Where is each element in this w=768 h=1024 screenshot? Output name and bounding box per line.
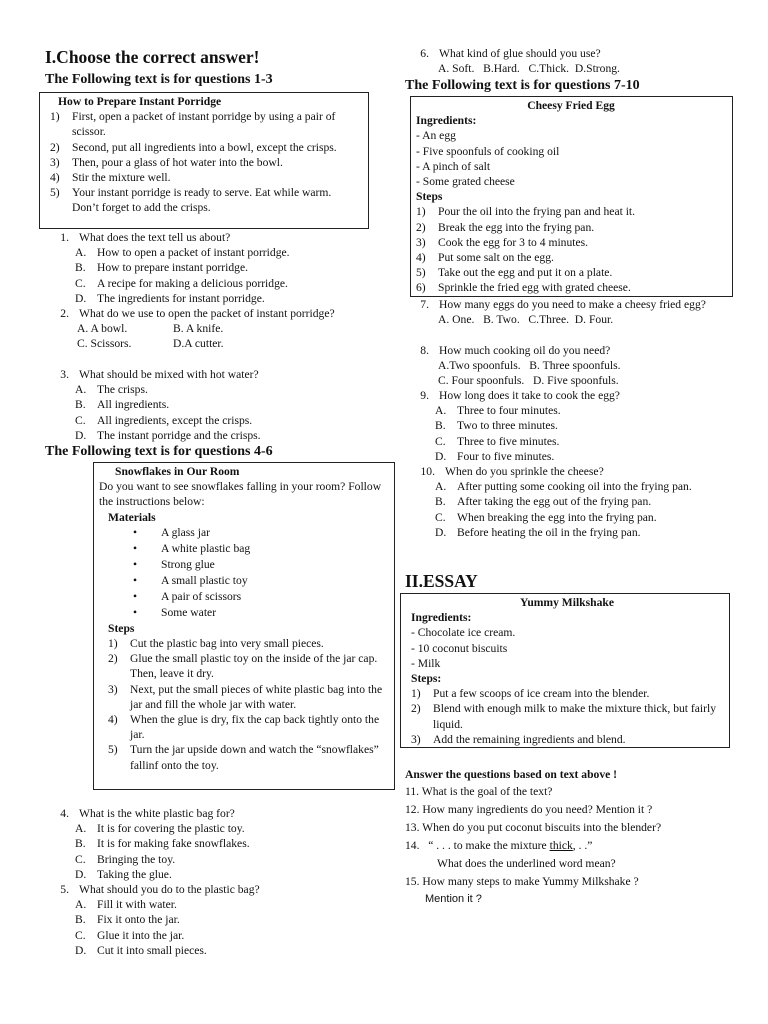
list-item: 4) When the glue is dry, fix the cap back tightly onto the jar. bbox=[108, 713, 380, 742]
text1-box bbox=[39, 92, 369, 229]
list-item: - Chocolate ice cream. bbox=[411, 626, 516, 640]
ingredients-label: Ingredients: bbox=[411, 611, 472, 625]
steps-label: Steps bbox=[416, 190, 443, 204]
essay-question-11: 11. What is the goal of the text? bbox=[405, 785, 553, 798]
list-item: • Strong glue bbox=[133, 557, 215, 571]
list-item: 1) Pour the oil into the frying pan and heat it. bbox=[416, 205, 636, 219]
text2-steps bbox=[99, 636, 388, 773]
list-item: 1) First, open a packet of instant porridge by using a pair of scissor. bbox=[50, 110, 336, 139]
text1-title: How to Prepare Instant Porridge bbox=[58, 95, 222, 108]
question-4: 4. What is the white plastic bag for? A. It is for covering the plastic toy. B. It is for making fake snowflakes. C. Bringing the toy. D. Taking the glue. bbox=[60, 807, 250, 881]
underlined-word: thick bbox=[549, 839, 573, 852]
text3-box bbox=[410, 96, 733, 297]
text1-header: The Following text is for questions 1-3 bbox=[45, 72, 273, 87]
steps-label: Steps bbox=[108, 621, 135, 635]
essay-question-15: 15. How many steps to make Yummy Milkshake ? bbox=[405, 875, 639, 888]
text2-intro: Do you want to see snowflakes falling in your room? Follow the instructions below: bbox=[99, 480, 382, 509]
list-item: 2) Break the egg into the frying pan. bbox=[416, 220, 595, 234]
list-item: • A glass jar bbox=[133, 525, 210, 539]
list-item: 1) Put a few scoops of ice cream into the blender. bbox=[411, 687, 650, 701]
text3-header: The Following text is for questions 7-10 bbox=[405, 78, 640, 93]
text3-title: Cheesy Fried Egg bbox=[527, 99, 615, 112]
essay-question-14: 14. “ . . . to make the mixture thick, . .” bbox=[405, 839, 593, 852]
list-item: 3) Next, put the small pieces of white plastic bag into the jar and fill the whole jar with water. bbox=[108, 682, 383, 711]
essay-questions bbox=[405, 784, 735, 907]
text2-box bbox=[93, 462, 395, 790]
section-title: I.Choose the correct answer! bbox=[45, 47, 260, 67]
list-item: - Some grated cheese bbox=[416, 175, 515, 189]
list-item: 6) Sprinkle the fried egg with grated cheese. bbox=[416, 281, 631, 295]
list-item: 3) Add the remaining ingredients and blend. bbox=[411, 732, 626, 746]
list-item: - 10 coconut biscuits bbox=[411, 641, 508, 655]
text2-title: Snowflakes in Our Room bbox=[115, 465, 240, 478]
question-2: 2. What do we use to open the packet of instant porridge? A. A bowl. B. A knife. C. Scissors. D.A cutter. bbox=[60, 307, 335, 351]
materials-label: Materials bbox=[108, 510, 156, 524]
question-10: 10. When do you sprinkle the cheese? A. After putting some cooking oil into the frying pan. B. After taking the egg out of the frying pan. C. When breaking the egg into the frying pan. D. Before heating the oil in the frying pan. bbox=[420, 465, 692, 539]
essay-question-12: 12. How many ingredients do you need? Mention it ? bbox=[405, 803, 653, 816]
list-item: 4) Put some salt on the egg. bbox=[416, 251, 554, 265]
ingredients-label: Ingredients: bbox=[416, 114, 477, 128]
list-item: 5) Turn the jar upside down and watch the “snowflakes” fallinf onto the toy. bbox=[108, 743, 379, 772]
list-item: 1) Cut the plastic bag into very small pieces. bbox=[108, 637, 324, 651]
text4-box bbox=[400, 593, 730, 748]
list-item: 3) Cook the egg for 3 to 4 minutes. bbox=[416, 235, 589, 249]
text2-header: The Following text is for questions 4-6 bbox=[45, 444, 273, 459]
list-item: 3) Then, pour a glass of hot water into the bowl. bbox=[50, 155, 283, 169]
list-item: • Some water bbox=[133, 605, 217, 619]
list-item: - Five spoonfuls of cooking oil bbox=[416, 144, 560, 158]
essay-question-15-line2: Mention it ? bbox=[425, 893, 482, 905]
list-item: - An egg bbox=[416, 129, 456, 143]
text4-title: Yummy Milkshake bbox=[520, 596, 614, 609]
question-3: 3. What should be mixed with hot water? A. The crisps. B. All ingredients. C. All ingredients, except the crisps. D. The instant porridge and the crisps. bbox=[60, 368, 261, 442]
list-item: - Milk bbox=[411, 656, 441, 670]
steps-label: Steps: bbox=[411, 672, 442, 686]
list-item: 2) Blend with enough milk to make the mixture thick, but fairly liquid. bbox=[411, 702, 717, 731]
essay-instruction: Answer the questions based on text above ! bbox=[405, 768, 618, 781]
question-8: 8. How much cooking oil do you need? A.Two spoonfuls. B. Three spoonfuls. C. Four spoonfuls. D. Five spoonfuls. bbox=[420, 344, 621, 388]
question-7: 7. How many eggs do you need to make a cheesy fried egg? A. One. B. Two. C.Three. D. Four. bbox=[420, 298, 706, 327]
essay-question-14-line2: What does the underlined word mean? bbox=[437, 857, 616, 870]
question-6: 6. What kind of glue should you use? A. Soft. B.Hard. C.Thick. D.Strong. bbox=[420, 47, 620, 76]
essay-question-13: 13. When do you put coconut biscuits into the blender? bbox=[405, 821, 662, 834]
list-item: - A pinch of salt bbox=[416, 159, 491, 173]
list-item: 4) Stir the mixture well. bbox=[50, 171, 171, 185]
question-5: 5. What should you do to the plastic bag? A. Fill it with water. B. Fix it onto the jar. C. Glue it into the jar. D. Cut it into small pieces. bbox=[60, 883, 260, 957]
list-item: 5) Your instant porridge is ready to serve. Eat while warm. Don’t forget to add the crisps. bbox=[50, 186, 332, 215]
essay-section-title: II.ESSAY bbox=[405, 571, 478, 591]
question-1: 1. What does the text tell us about? A. How to open a packet of instant porridge. B. How to prepare instant porridge. C. A recipe for making a delicious porridge. D. The ingredients for instant porridge. bbox=[60, 231, 290, 305]
question-9: 9. How long does it take to cook the egg? A. Three to four minutes. B. Two to three minutes. C. Three to five minutes. D. Four to five minutes. bbox=[420, 389, 620, 463]
text1-steps bbox=[50, 109, 360, 215]
materials-list bbox=[99, 525, 388, 621]
list-item: • A small plastic toy bbox=[133, 573, 248, 587]
list-item: • A white plastic bag bbox=[133, 541, 251, 555]
list-item: 2) Second, put all ingredients into a bowl, except the crisps. bbox=[50, 140, 337, 154]
list-item: • A pair of scissors bbox=[133, 589, 242, 603]
list-item: 5) Take out the egg and put it on a plate. bbox=[416, 266, 613, 280]
list-item: 2) Glue the small plastic toy on the inside of the jar cap. Then, leave it dry. bbox=[108, 652, 378, 681]
